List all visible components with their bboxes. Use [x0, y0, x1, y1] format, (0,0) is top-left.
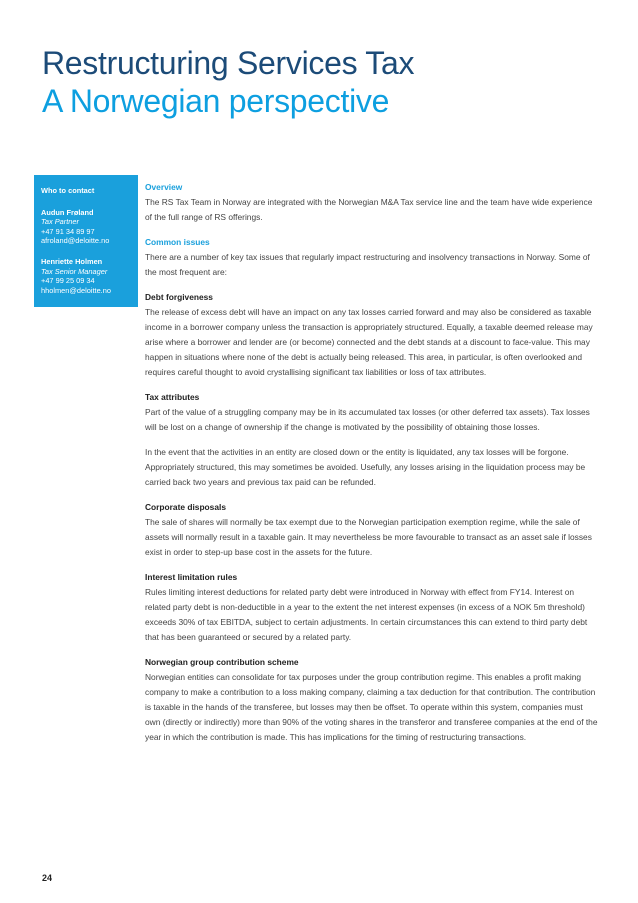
contact-email[interactable]: afroland@deloitte.no [41, 236, 110, 246]
interest-limitation-text: Rules limiting interest deductions for related party debt were introduced in Norway with effect from FY14. Interest on related party debt is non-deductible in a year to the extent the net interest expenses (in excess of a NOK 5m threshold) exceeds 30% of tax EBITDA, subject to certain adjustments. In certain circumstances this can extend to third party debt that has been guaranteed or secured by a related party. [145, 587, 588, 642]
contact-heading: Who to contact [41, 186, 95, 195]
tax-attributes-text-2: In the event that the activities in an entity are closed down or the entity is liquidated, any tax losses will be forgone. Appropriately structured, this may sometimes be avoided. Usefully, any losses arising in the liquidation process may be carried back two years and previous tax paid can be refunded. [145, 447, 586, 487]
contact-name: Henriette Holmen [41, 256, 103, 266]
contact-role: Tax Senior Manager [41, 266, 108, 276]
contact-role: Tax Partner [41, 217, 79, 227]
page-title [42, 44, 414, 120]
page-number: 24 [42, 873, 53, 883]
interest-limitation-heading: Interest limitation rules [145, 572, 238, 582]
common-issues-text: There are a number of key tax issues that regularly impact restructuring and insolvency transactions in Norway. Some of the most frequent are: [145, 252, 590, 277]
corporate-disposals-text: The sale of shares will normally be tax exempt due to the Norwegian participation exemption regime, while the sale of assets will normally result in a taxable gain. It may nevertheless be more favourable to transact as an asset sale if losses exist in order to step-up base cost in the assets for the future. [145, 517, 592, 557]
title-line-2: A Norwegian perspective [42, 83, 390, 119]
tax-attributes-heading: Tax attributes [145, 392, 200, 402]
contact-email[interactable]: hholmen@deloitte.no [41, 285, 111, 295]
contact-sidebar [34, 175, 138, 307]
contact-phone: +47 99 25 09 34 [41, 276, 95, 286]
overview-text: The RS Tax Team in Norway are integrated with the Norwegian M&A Tax service line and the team have wide experience of the full range of RS offerings. [145, 197, 593, 222]
debt-forgiveness-heading: Debt forgiveness [145, 292, 213, 302]
title-line-1: Restructuring Services Tax [42, 45, 415, 81]
common-issues-heading: Common issues [145, 237, 210, 247]
group-contribution-heading: Norwegian group contribution scheme [145, 657, 299, 667]
tax-attributes-text: Part of the value of a struggling company may be in its accumulated tax losses (or other deferred tax assets). Tax losses will be lost on a change of ownership if the change is motivated by the possibility of obtaining those losses. [145, 407, 590, 432]
debt-forgiveness-text: The release of excess debt will have an impact on any tax losses carried forward and may also be considered as taxable income in a borrower company unless the transaction is appropriately structured. Equally, a taxable deemed release may arise where a borrower and lender are (or become) connected and the debt stands at a discount to face-value. This may happen in situations where none of the debt is actually being released. This area, in particular, is often overlooked and requires careful thought to avoid crystallising significant tax liabilities or loss of tax attributes. [145, 307, 593, 377]
corporate-disposals-heading: Corporate disposals [145, 502, 226, 512]
contact-name: Audun Frøland [41, 207, 94, 217]
main-content [145, 180, 600, 745]
contact-card [41, 208, 138, 246]
contact-phone: +47 91 34 89 97 [41, 226, 95, 236]
overview-heading: Overview [145, 182, 183, 192]
group-contribution-text: Norwegian entities can consolidate for tax purposes under the group contribution regime. This enables a profit making company to make a contribution to a loss making company, claiming a tax deduction for that contribution. The contribution is taxable in the hands of the transferee, but losses may then be offset. To operate within this system, companies must own (directly or indirectly) more than 90% of the voting shares in the transferor and transferee companies at the end of the year in which the contribution is made. This has implications for the timing of restructuring transactions. [145, 672, 598, 742]
contact-card [41, 257, 138, 295]
